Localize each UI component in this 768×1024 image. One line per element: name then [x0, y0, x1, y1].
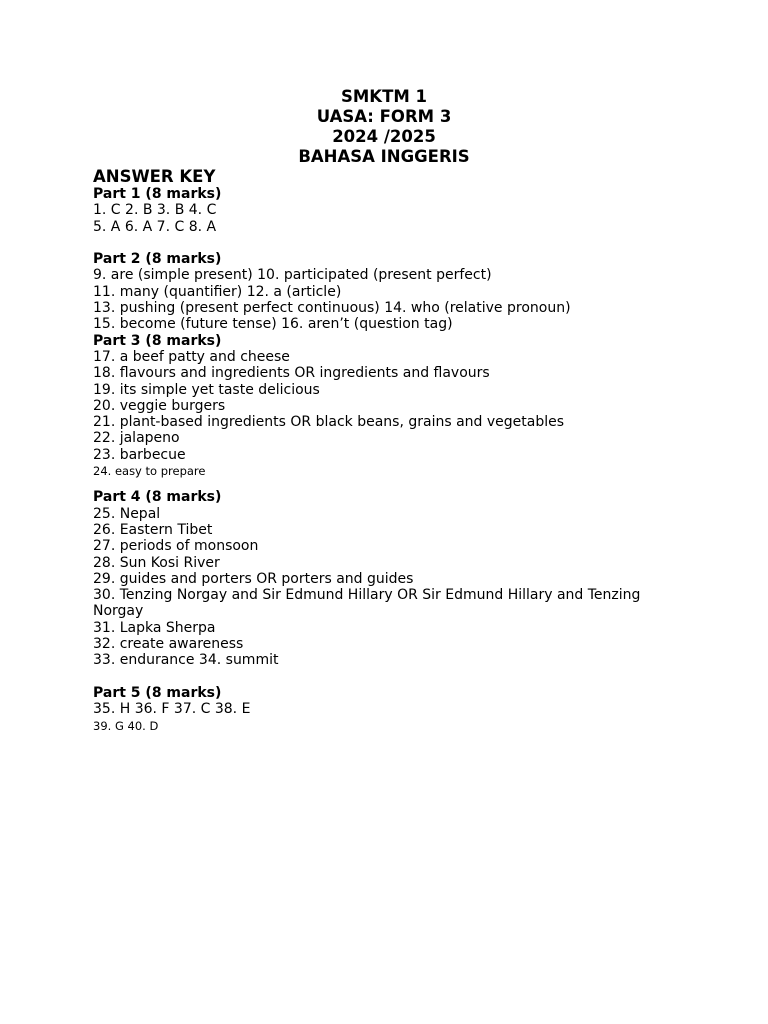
part3-title: Part 3 (8 marks): [93, 332, 222, 349]
part3-line: 22. jalapeno: [93, 430, 180, 447]
part2-line: 11. many (quantifier) 12. a (article): [93, 283, 342, 300]
subject-title: BAHASA INGGERIS: [298, 147, 470, 166]
part2-line: 13. pushing (present perfect continuous) 14. who (relative pronoun): [93, 300, 571, 317]
part3-line: 17. a beef patty and cheese: [93, 348, 290, 365]
part3-line: 21. plant-based ingredients OR black beans, grains and vegetables: [93, 414, 565, 431]
part4-title: Part 4 (8 marks): [93, 489, 222, 506]
part4-line: 28. Sun Kosi River: [93, 554, 220, 571]
part2-title: Part 2 (8 marks): [93, 251, 222, 268]
part3-line: 20. veggie burgers: [93, 397, 226, 414]
part4-line: 31. Lapka Sherpa: [93, 619, 216, 636]
part5-line: 39. G 40. D: [93, 718, 159, 733]
part3-line: 23. barbecue: [93, 446, 186, 463]
part4-line: 26. Eastern Tibet: [93, 521, 213, 538]
part4-line: 32. create awareness: [93, 636, 244, 653]
part1-line: 5. A 6. A 7. C 8. A: [93, 218, 217, 235]
part5-title: Part 5 (8 marks): [93, 684, 222, 701]
part4-line: 27. periods of monsoon: [93, 538, 259, 555]
part3-line: 18. flavours and ingredients OR ingredients and flavours: [93, 365, 490, 382]
part3-line: 24. easy to prepare: [93, 464, 206, 479]
part1-title: Part 1 (8 marks): [93, 186, 222, 202]
part3-line: 19. its simple yet taste delicious: [93, 381, 320, 398]
exam-title: UASA: FORM 3: [316, 107, 452, 126]
exam-year: 2024 /2025: [332, 127, 436, 146]
part2-line: 9. are (simple present) 10. participated (present perfect): [93, 267, 492, 284]
school-name: SMKTM 1: [341, 87, 427, 106]
part2-line: 15. become (future tense) 16. aren’t (question tag): [93, 316, 453, 333]
answer-key-heading: ANSWER KEY: [93, 167, 216, 186]
part5-line: 35. H 36. F 37. C 38. E: [93, 701, 251, 718]
part4-line: 29. guides and porters OR porters and guides: [93, 570, 414, 587]
part1-line: 1. C 2. B 3. B 4. C: [93, 202, 217, 219]
document-header: [93, 87, 675, 167]
part4-line: 25. Nepal: [93, 505, 161, 522]
part4-line: 30. Tenzing Norgay and Sir Edmund Hillary OR Sir Edmund Hillary and Tenzing Norgay: [93, 587, 641, 620]
part4-line: 33. endurance 34. summit: [93, 652, 279, 669]
answer-key-document: [93, 87, 693, 734]
